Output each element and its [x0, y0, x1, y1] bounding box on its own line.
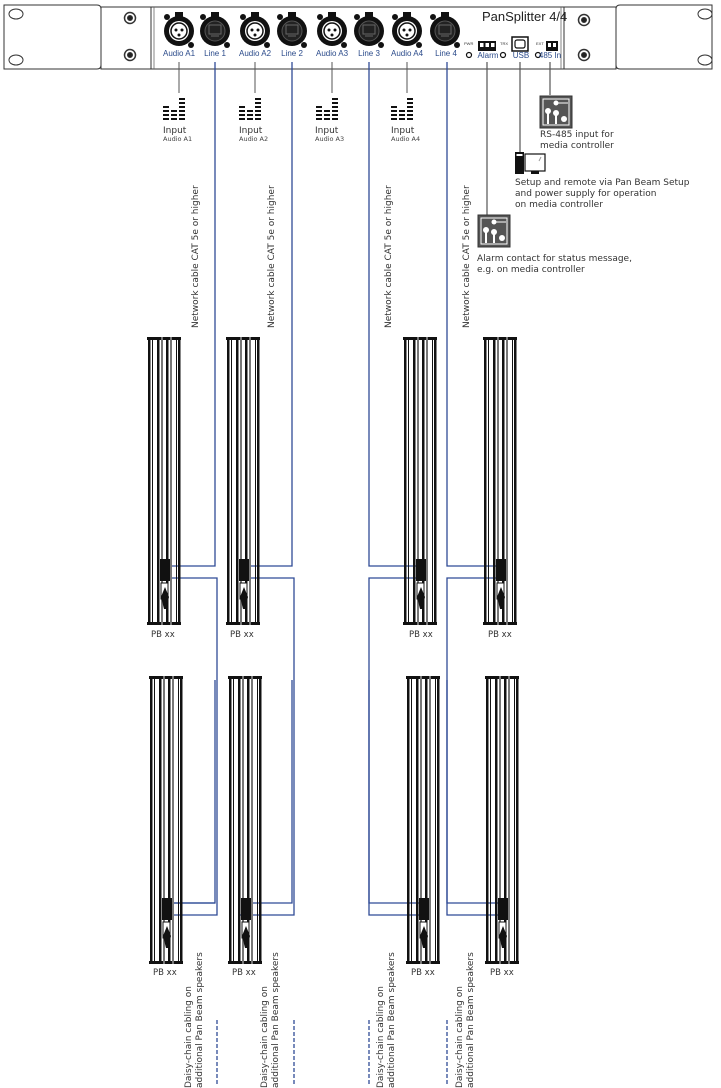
svg-text:PWR: PWR — [464, 41, 474, 46]
daisy-chain-note-2: Daisy-chain cabling on additional Pan Beam speakers — [260, 952, 281, 1088]
speaker-label: PB xx — [490, 968, 514, 978]
speaker-label: PB xx — [151, 630, 175, 640]
rack-ear-left — [4, 5, 151, 69]
speaker-label: PB xx — [232, 968, 256, 978]
daisy-chain-note-3: Daisy-chain cabling on additional Pan Beam speakers — [376, 952, 397, 1088]
speaker-label: PB xx — [409, 630, 433, 640]
speaker-label: PB xx — [153, 968, 177, 978]
port-label-line-4: Line 4 — [435, 49, 457, 58]
input-label-a4: Input Audio A4 — [391, 126, 421, 144]
cable-label-2: Network cable CAT 5e or higher — [267, 185, 277, 328]
cable-label-4: Network cable CAT 5e or higher — [462, 185, 472, 328]
annotation-rs485: RS-485 input for media controller — [540, 130, 614, 151]
port-label-usb: USB — [512, 51, 530, 60]
port-label-audio-a4: Audio A4 — [390, 49, 424, 58]
network-cables — [163, 62, 501, 915]
daisy-chain-note-4: Daisy-chain cabling on additional Pan Beam speakers — [455, 952, 476, 1088]
device-title: PanSplitter 4/4 — [482, 9, 568, 24]
speaker-label: PB xx — [411, 968, 435, 978]
media-controller-icon-alarm — [478, 215, 510, 247]
input-label-a1: Input Audio A1 — [163, 126, 193, 144]
svg-text:EXT: EXT — [536, 41, 544, 46]
annotation-usb: Setup and remote via Pan Beam Setup and power supply for operation on media controller — [515, 178, 690, 210]
svg-text:TRX: TRX — [500, 41, 508, 46]
port-label-line-1: Line 1 — [204, 49, 226, 58]
audio-meter-icons — [163, 98, 413, 120]
rack-ear-right — [564, 5, 712, 69]
speakers-top-row — [147, 337, 517, 625]
computer-icon — [515, 152, 545, 174]
daisy-chain-dashes — [217, 1020, 447, 1084]
cable-label-1: Network cable CAT 5e or higher — [191, 185, 201, 328]
annotation-alarm: Alarm contact for status message, e.g. on media controller — [477, 254, 632, 275]
cable-label-3: Network cable CAT 5e or higher — [384, 185, 394, 328]
media-controller-icon-rs485 — [540, 96, 572, 128]
speaker-label: PB xx — [230, 630, 254, 640]
port-label-line-3: Line 3 — [358, 49, 380, 58]
port-label-audio-a3: Audio A3 — [315, 49, 349, 58]
input-label-a3: Input Audio A3 — [315, 126, 345, 144]
port-label-audio-a1: Audio A1 — [162, 49, 196, 58]
port-label-line-2: Line 2 — [281, 49, 303, 58]
speakers-bottom-row — [149, 676, 519, 964]
speaker-label: PB xx — [488, 630, 512, 640]
port-label-485-in: 485 In — [538, 51, 562, 60]
port-label-audio-a2: Audio A2 — [238, 49, 272, 58]
port-label-alarm: Alarm — [477, 51, 499, 60]
input-label-a2: Input Audio A2 — [239, 126, 269, 144]
daisy-chain-note-1: Daisy-chain cabling on additional Pan Beam speakers — [184, 952, 205, 1088]
